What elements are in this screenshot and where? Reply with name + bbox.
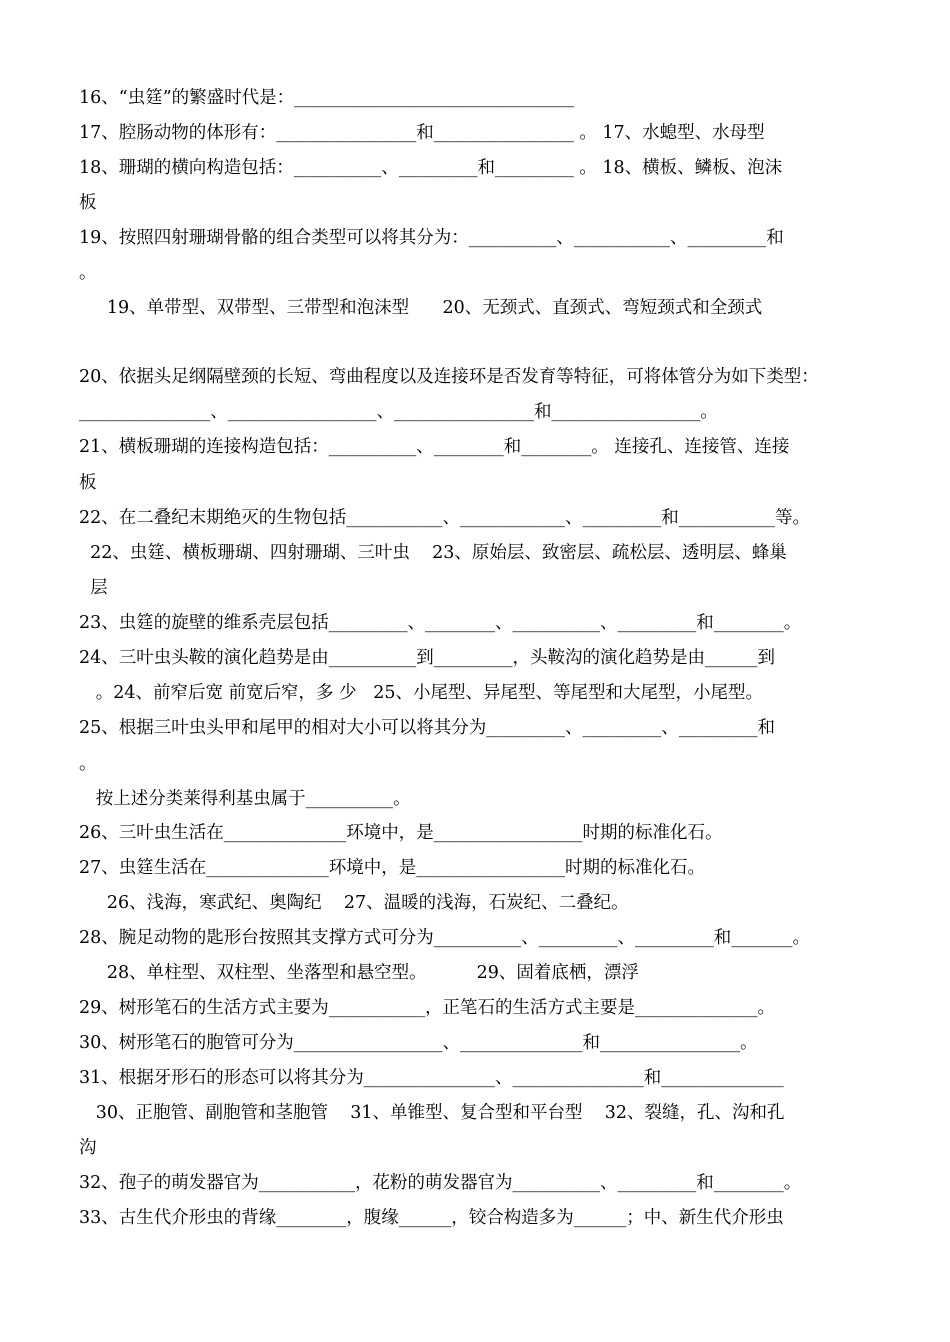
text-line: 18、珊瑚的横向构造包括：__________、_________和_________ 。 18、横板、鳞板、泡沫 [79,158,783,178]
text-line: 26、三叶虫生活在______________环境中，是_________________时期的标准化石。 [79,823,723,843]
text-line: 30、树形笔石的胞管可分为_________________、______________和________________。 [79,1033,758,1053]
text-line: 32、孢子的萌发器官为___________，花粉的萌发器官为__________、_________和________。 [79,1173,802,1193]
text-line: 板 [79,193,97,213]
text-line: 22、在二叠纪末期绝灭的生物包括___________、____________、_________和___________等。 [79,508,811,528]
answer-line: 层 [79,578,108,598]
text-line: 29、树形笔石的生活方式主要为___________，正笔石的生活方式主要是______________。 [79,998,776,1018]
text-line: 23、虫筳的旋壁的维系壳层包括_________、________、__________、_________和________。 [79,613,802,633]
text-line: _______________、_________________、________________和_________________。 [79,402,718,422]
text-line: 21、横板珊瑚的连接构造包括：__________、________和________。 连接孔、连接管、连接 [79,437,790,457]
text-line: 。 [79,263,97,283]
text-line: 17、腔肠动物的体形有：________________和________________ 。 17、水螅型、水母型 [79,123,765,143]
answer-line: 19、单带型、双带型、三带型和泡沫型 20、无颈式、直颈式、弯短颈式和全颈式 [79,298,763,318]
answer-line: 。24、前窄后宽 前宽后窄，多 少 25、小尾型、异尾型、等尾型和大尾型，小尾型。 [79,683,764,703]
answer-line: 28、单柱型、双柱型、坐落型和悬空型。 29、固着底栖，漂浮 [79,963,639,983]
text-line: 19、按照四射珊瑚骨骼的组合类型可以将其分为：__________、___________、_________和 [79,228,784,248]
text-line: 16、“虫筳”的繁盛时代是：________________________________ [79,88,575,108]
text-line: 。 [79,754,97,774]
text-line: 28、腕足动物的匙形台按照其支撑方式可分为__________、_________、_________和_______。 [79,928,811,948]
text-line: 板 [79,473,97,493]
answer-line: 22、虫筳、横板珊瑚、四射珊瑚、三叶虫 23、原始层、致密层、疏松层、透明层、蜂巢 [79,543,787,563]
answer-line: 26、浅海，寒武纪、奥陶纪 27、温暖的浅海，石炭纪、二叠纪。 [79,893,629,913]
text-line: 25、根据三叶虫头甲和尾甲的相对大小可以将其分为_________、_________、_________和 [79,718,776,738]
text-line: 按上述分类莱得利基虫属于__________。 [79,789,411,809]
text-line: 31、根据牙形石的形态可以将其分为_______________、_______________和______________ [79,1068,784,1088]
text-line: 20、依据头足纲隔壁颈的长短、弯曲程度以及连接环是否发育等特征，可将体管分为如下类型： [79,367,819,387]
text-line: 33、古生代介形虫的背缘________，腹缘______，铰合构造多为______；中、新生代介形虫 [79,1208,784,1228]
text-line: 24、三叶虫头鞍的演化趋势是由__________到_________，头鞍沟的演化趋势是由______到 [79,648,776,668]
text-line: 27、虫筳生活在______________环境中，是_________________时期的标准化石。 [79,858,706,878]
answer-line: 30、正胞管、副胞管和茎胞管 31、单锥型、复合型和平台型 32、裂缝，孔、沟和孔 [79,1103,785,1123]
text-line: 沟 [79,1138,97,1158]
